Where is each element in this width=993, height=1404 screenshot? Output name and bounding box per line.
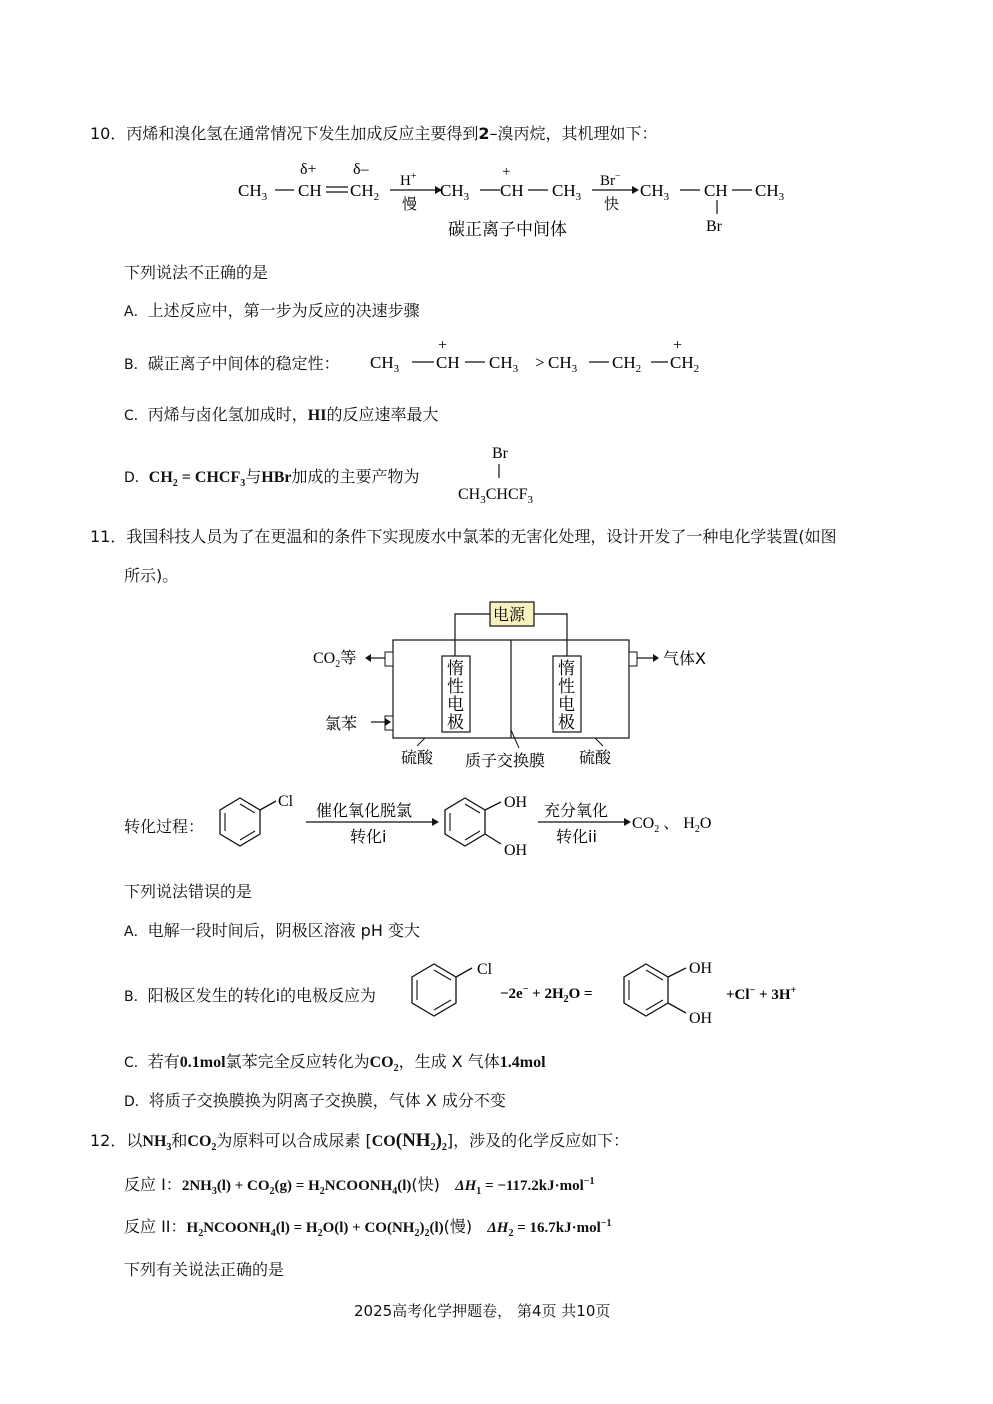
option-letter: D．: [124, 1094, 149, 1110]
q12-prompt: 下列有关说法正确的是: [124, 1260, 285, 1279]
q10-mechanism: [230, 158, 810, 240]
step2-bottom-label: 转化ii: [556, 827, 597, 846]
q12-stem: 12．以$NH_3$和$CO_2$为原料可以合成尿素 $[CO(NH_2)_2]$，涉及的化学反应如下：: [90, 1130, 630, 1154]
q11-prompt: 下列说法错误的是: [124, 882, 253, 901]
option-text: 阳极区发生的转化i的电极反应为: [147, 986, 377, 1005]
svg-text:CH3: $CH_3$: [370, 353, 400, 375]
svg-text:+: +: [673, 337, 683, 354]
power-label: 电源: [493, 605, 526, 624]
q11-b-equation: [404, 950, 824, 1036]
svg-text:OH: OH: [504, 842, 528, 859]
propene-ch3: $CH_3$: [238, 181, 268, 203]
page-total: 共10页: [561, 1302, 611, 1320]
hbr-formula: HBr: [261, 469, 292, 486]
q10-stem-c: –溴丙烷，其机理如下：: [489, 124, 658, 143]
page-footer: [354, 1300, 610, 1321]
right-acid-label: 硫酸: [579, 748, 612, 767]
option-letter: A．: [124, 924, 148, 940]
option-letter: B．: [124, 357, 148, 373]
page-number: 第4页: [516, 1302, 557, 1320]
reaction-1: 反应 I：$2NH_3(l) + CO_2(g)$ = $H_2NCOONH_4(l)$(快) $\Delta H_1 = -117.2kJ\cdot mol^{-1}$: [124, 1175, 595, 1197]
delta-plus: δ+: [300, 161, 317, 178]
svg-text:OH: OH: [504, 794, 528, 811]
chlorobenzene-structure: [220, 793, 294, 846]
hi-formula: HI: [307, 407, 327, 424]
q12-number: 12．: [90, 1131, 127, 1150]
product-ch3: $CH_3$: [640, 181, 670, 203]
option-text: 将质子交换膜换为阴离子交换膜，气体 X 成分不变: [148, 1091, 506, 1110]
chlorobenzene-inlet-label: 氯苯: [325, 714, 358, 733]
fast-label: 快: [604, 195, 620, 213]
svg-text:性: 性: [447, 677, 464, 696]
option-text: 电解一段时间后，阴极区溶液 pH 变大: [147, 921, 420, 940]
svg-text:电: 电: [447, 695, 464, 714]
final-products: $CO_2$ 、 $H_2O$: [632, 813, 712, 835]
conversion-scheme: [210, 786, 730, 862]
option-text: 上述反应中，第一步为反应的决速步骤: [147, 301, 420, 320]
option-letter: B．: [124, 989, 148, 1005]
svg-text:极: 极: [447, 713, 464, 732]
q10-stem: [90, 121, 658, 144]
q10-number: 10．: [90, 124, 127, 143]
svg-text:极: 极: [558, 713, 575, 732]
conversion-label: 转化过程：: [124, 817, 205, 836]
product-br: Br: [706, 218, 722, 235]
step1-top-label: 催化氧化脱氯: [316, 801, 413, 820]
propene-ch2: $CH_2$: [350, 181, 380, 203]
br-minus: Br−: [600, 171, 621, 189]
q10-option-c[interactable]: C．丙烯与卤化氢加成时，HI的反应速率最大: [124, 405, 439, 424]
option-letter: C．: [124, 1055, 148, 1071]
q11-option-b[interactable]: [124, 983, 376, 1006]
q11-option-c[interactable]: C．若有0.1mol氯苯完全反应转化为$CO_2$，生成 X 气体1.4mol: [124, 1052, 546, 1075]
cation-ch: CH: [500, 181, 524, 200]
h-plus: H+: [400, 171, 417, 189]
q10-option-a[interactable]: [124, 298, 420, 321]
q11-number: 11．: [90, 527, 127, 546]
propene-ch: CH: [298, 181, 322, 200]
delta-minus: δ–: [353, 161, 369, 178]
step2-top-label: 充分氧化: [544, 801, 609, 820]
svg-text:OH: OH: [689, 1010, 713, 1027]
slow-label: 慢: [402, 195, 418, 213]
chlorobenzene-structure: [412, 961, 493, 1016]
q10-option-d[interactable]: D．$CH_2$ = $CHCF_3$与HBr加成的主要产物为: [124, 467, 420, 490]
electrolysis-cell-diagram: [305, 598, 745, 776]
svg-text:Cl: Cl: [477, 961, 493, 978]
step1-bottom-label: 转化i: [350, 827, 387, 846]
svg-text:CH3: $CH_3$: [489, 353, 519, 375]
products-text: +Cl− + 3H+: [726, 985, 797, 1003]
svg-text:CH3CHCF3: $CH_3CHCF_3$: [458, 486, 534, 506]
svg-text:惰: 惰: [558, 659, 575, 678]
q10-stem-b: 2: [478, 124, 490, 143]
product-ch3-right: $CH_3$: [755, 181, 785, 203]
svg-text:Cl: Cl: [278, 793, 294, 810]
svg-text:Br: Br: [492, 445, 508, 462]
option-text: 碳正离子中间体的稳定性：: [147, 354, 340, 373]
svg-text:CH2: $CH_2$: [670, 353, 700, 375]
option-letter: A．: [124, 304, 148, 320]
co2-outlet-label: $CO_2$等: [313, 648, 357, 670]
svg-text:OH: OH: [689, 960, 713, 977]
svg-text:CH3: $CH_3$: [548, 353, 578, 375]
svg-text:性: 性: [558, 677, 575, 696]
svg-text:CH2: $CH_2$: [612, 353, 642, 375]
gas-x-label: 气体X: [663, 649, 706, 668]
q10-stem-a: 丙烯和溴化氢在通常情况下发生加成反应主要得到: [126, 124, 479, 143]
svg-text:+: +: [438, 337, 448, 354]
product-ch: CH: [704, 181, 728, 200]
q10-prompt: 下列说法不正确的是: [124, 263, 269, 282]
option-letter: C．: [124, 408, 148, 424]
trifluoropropene-formula: $CH_2$ = $CHCF_3$: [148, 469, 246, 490]
urea-formula: $CO(NH_2)_2$: [371, 1130, 447, 1154]
membrane-label: 质子交换膜: [465, 751, 546, 770]
catechol-structure: [445, 794, 528, 859]
q11-stem-line2: 所示)。: [124, 566, 179, 585]
q10-d-product: [452, 440, 562, 508]
option-letter: D．: [124, 470, 149, 486]
svg-text:CH: CH: [436, 353, 460, 372]
svg-text:惰: 惰: [447, 659, 464, 678]
cation-ch3-right: $CH_3$: [552, 181, 582, 203]
svg-text:>: >: [535, 353, 545, 372]
q11-option-a[interactable]: [124, 918, 420, 941]
svg-text:电: 电: [558, 695, 575, 714]
exam-title: 2025高考化学押题卷，: [354, 1302, 513, 1320]
cation-ch3: $CH_3$: [440, 181, 470, 203]
q10-option-b[interactable]: [124, 351, 340, 374]
catechol-structure: [624, 960, 713, 1027]
reactants-text: $-2e^- + 2H_2O$ =: [500, 984, 593, 1005]
carbocation-label: 碳正离子中间体: [448, 220, 567, 240]
left-acid-label: 硫酸: [401, 748, 434, 767]
q11-option-d[interactable]: [124, 1088, 506, 1111]
q11-stem-line1: 11．我国科技人员为了在更温和的条件下实现废水中氯苯的无害化处理，设计开发了一种电化学装置(如图: [90, 527, 837, 546]
cation-plus: +: [502, 164, 511, 180]
q10-b-formula: [368, 334, 713, 378]
reaction-2: 反应 II：$H_2NCOONH_4(l) = H_2O(l) + CO(NH_2)_2(l)$(慢) $\Delta H_2 = 16.7kJ\cdot mol^{-1}$: [124, 1217, 612, 1239]
